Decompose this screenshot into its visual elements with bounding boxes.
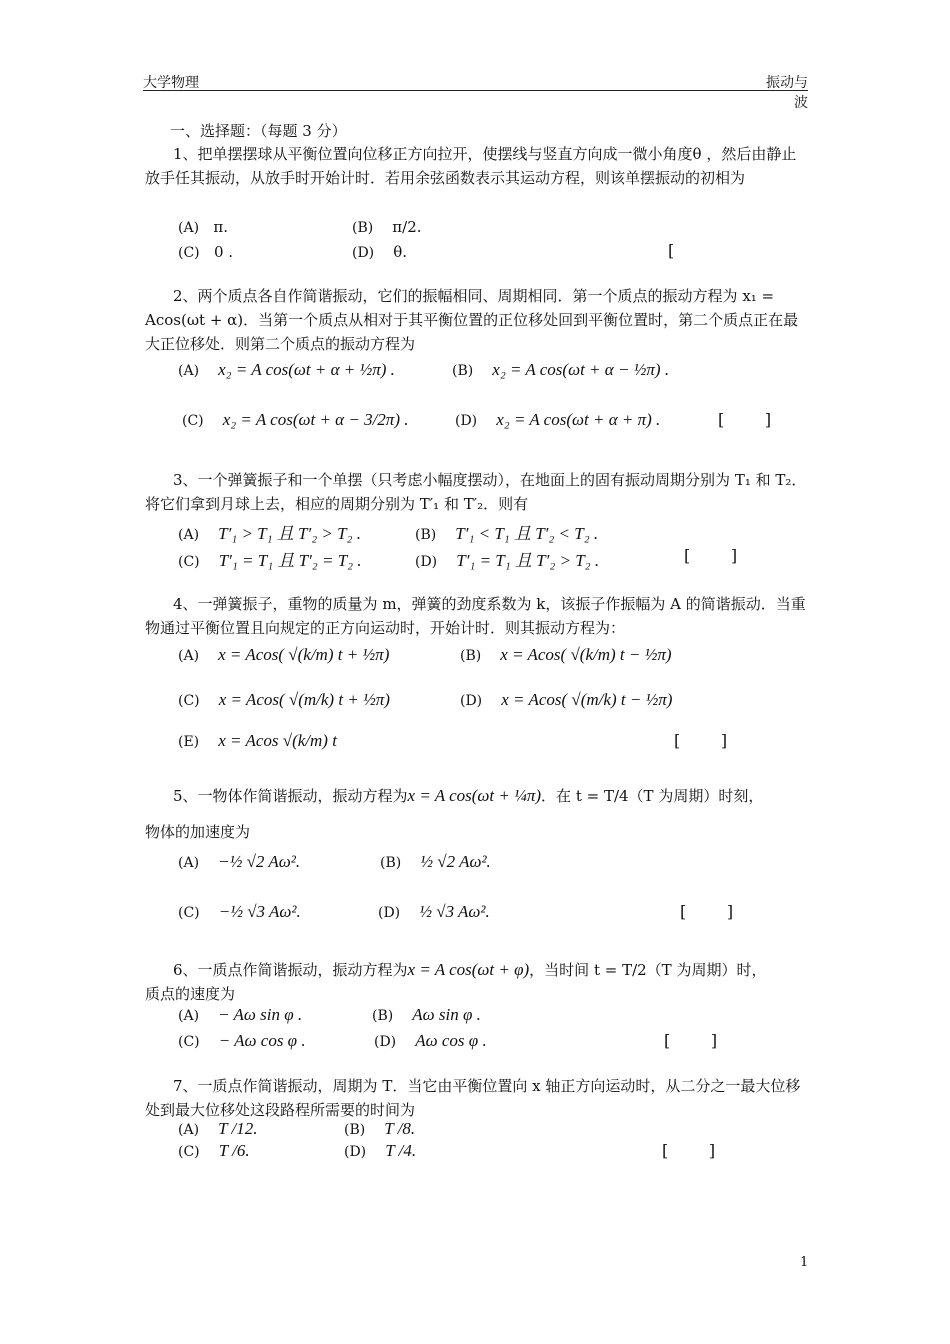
q2-option-a (178, 360, 395, 380)
option-text: T′₁ < T₁ 且 T′₂ < T₂ . (455, 524, 599, 543)
option-text: Aω sin φ . (412, 1005, 481, 1024)
q5-equation: x = A cos(ωt + ¼π) (407, 786, 542, 805)
option-label: (B) (415, 527, 437, 543)
option-text: x₂ = A cos(ωt + α − 3/2π) . (222, 410, 409, 429)
option-text: x = Acos( √(k/m) t − ½π) (500, 645, 672, 664)
option-text: x₂ = A cos(ωt + α + π) . (496, 410, 661, 429)
q5-text-before: 5、一物体作简谐振动，振动方程为 (173, 787, 408, 805)
q6-equation: x = A cos(ωt + φ) (407, 960, 530, 979)
option-label: (B) (380, 855, 402, 871)
q6-option-c (178, 1031, 306, 1051)
question-7-text: 7、一质点作简谐振动，周期为 T．当它由平衡位置向 x 轴正方向运动时，从二分之一最大位移处到最大位移处这段路程所需要的时间为 (145, 1077, 801, 1119)
option-label: (A) (178, 1122, 200, 1138)
option-text: T /12. (218, 1119, 258, 1138)
q5-answer-bracket[interactable]: [ ] (680, 902, 734, 921)
q6-text-after: ，当时间 t = T/2（T 为周期）时， (529, 961, 767, 979)
option-text: π. (213, 218, 228, 236)
q1-option-c (178, 243, 233, 261)
q3-option-b (415, 519, 598, 544)
option-label: (C) (178, 1144, 200, 1160)
option-text: x = Acos( √(m/k) t + ½π) (218, 690, 390, 709)
q2-option-c (182, 410, 408, 430)
option-label: (C) (178, 905, 200, 921)
header-course-title: 大学物理 (143, 75, 199, 91)
option-text: x₂ = A cos(ωt + α − ½π) . (492, 360, 670, 379)
q1-option-b (352, 218, 422, 236)
option-text: − Aω cos φ . (218, 1031, 306, 1050)
option-label: (A) (178, 855, 200, 871)
option-label: (D) (455, 413, 478, 429)
option-label: (D) (378, 905, 401, 921)
q4-answer-bracket[interactable]: [ ] (674, 731, 728, 750)
option-label: (D) (344, 1144, 367, 1160)
q6-option-a (178, 1005, 302, 1025)
q3-option-a (178, 519, 361, 544)
q4-option-d (460, 690, 672, 710)
option-text: T′₁ = T₁ 且 T′₂ = T₂ . (218, 551, 362, 570)
q2-option-d (455, 410, 660, 430)
option-text: x = Acos( √(k/m) t + ½π) (218, 645, 390, 664)
q5-option-a (178, 852, 300, 872)
q4-option-b (460, 645, 672, 665)
option-text: − Aω sin φ . (218, 1005, 303, 1024)
option-label: (B) (452, 363, 474, 379)
q5-option-d (378, 902, 490, 922)
option-text: θ. (393, 243, 408, 261)
q1-answer-bracket[interactable]: [ (668, 241, 675, 260)
option-label: (C) (178, 554, 200, 570)
option-label: (B) (352, 220, 374, 236)
option-text: π/2. (392, 218, 422, 236)
question-4-text: 4、一弹簧振子，重物的质量为 m，弹簧的劲度系数为 k，该振子作振幅为 A 的简谐振动．当重物通过平衡位置且向规定的正方向运动时，开始计时．则其振动方程为： (145, 595, 806, 637)
question-1-text: 1、把单摆摆球从平衡位置向位移正方向拉开，使摆线与竖直方向成一微小角度θ ，然后由静止放手任其振动，从放手时开始计时．若用余弦函数表示其运动方程，则该单摆振动的初相为 (145, 145, 797, 187)
option-label: (B) (372, 1008, 394, 1024)
option-label: (E) (178, 734, 200, 750)
q5-option-c (178, 902, 301, 922)
q4-option-c (178, 690, 390, 710)
option-text: −½ √2 Aω². (218, 852, 301, 871)
option-text: ½ √2 Aω². (420, 852, 491, 871)
option-text: T /8. (384, 1119, 416, 1138)
page-number: 1 (800, 1255, 809, 1270)
option-text: ½ √3 Aω². (419, 902, 490, 921)
question-6-text (145, 958, 810, 982)
option-label: (C) (178, 693, 200, 709)
option-text: x = Acos( √(m/k) t − ½π) (501, 690, 673, 709)
q1-option-a (178, 218, 228, 236)
option-label: (D) (374, 1034, 397, 1050)
question-5-text (145, 784, 810, 808)
q6-option-b (372, 1005, 481, 1025)
option-label: (B) (344, 1122, 366, 1138)
question-3-text: 3、一个弹簧振子和一个单摆（只考虑小幅度摆动），在地面上的固有振动周期分别为 T₁ 和 T₂．将它们拿到月球上去，相应的周期分别为 T′₁ 和 T′₂．则有 (145, 471, 807, 513)
question-5-text-line2: 物体的加速度为 (145, 823, 251, 841)
option-text: 0 . (213, 243, 234, 261)
option-label: (A) (178, 527, 200, 543)
option-label: (C) (178, 1034, 200, 1050)
header-chapter-title: 振动与波 (766, 75, 808, 111)
q7-option-c (178, 1141, 250, 1161)
q6-answer-bracket[interactable]: [ ] (664, 1031, 718, 1050)
option-text: T′₁ = T₁ 且 T′₂ > T₂ . (456, 551, 600, 570)
option-label: (B) (460, 648, 482, 664)
q7-option-a (178, 1119, 258, 1139)
option-label: (A) (178, 220, 200, 236)
option-label: (D) (460, 693, 483, 709)
option-label: (C) (182, 413, 204, 429)
option-label: (D) (352, 245, 375, 261)
header-divider (143, 90, 808, 91)
option-label: (A) (178, 1008, 200, 1024)
q6-text-before: 6、一质点作简谐振动，振动方程为 (173, 961, 408, 979)
option-text: x = Acos √(k/m) t (218, 731, 337, 750)
q3-option-c (178, 546, 362, 571)
q1-option-d (352, 243, 407, 261)
question-6-text-line2: 质点的速度为 (145, 985, 236, 1003)
q7-option-b (344, 1119, 415, 1139)
q3-answer-bracket[interactable]: [ ] (684, 546, 738, 565)
option-text: T /6. (218, 1141, 250, 1160)
q7-answer-bracket[interactable]: [ ] (662, 1141, 716, 1160)
option-text: T′₁ > T₁ 且 T′₂ > T₂ . (218, 524, 361, 543)
option-label: (A) (178, 648, 200, 664)
q3-option-d (415, 546, 599, 571)
option-text: T /4. (385, 1141, 417, 1160)
option-text: Aω cos φ . (415, 1031, 487, 1050)
q7-option-d (344, 1141, 416, 1161)
option-label: (C) (178, 245, 200, 261)
option-label: (A) (178, 363, 200, 379)
q2-answer-bracket[interactable]: [ ] (718, 410, 772, 429)
option-label: (D) (415, 554, 438, 570)
question-2-text: 2、两个质点各自作简谐振动，它们的振幅相同、周期相同．第一个质点的振动方程为 x₁ = Acos(ωt + α)．当第一个质点从相对于其平衡位置的正位移处回到平衡位置时，第二个质点正在最大正位移处．则第二个质点的振动方程为 (145, 287, 799, 353)
q4-option-a (178, 645, 389, 665)
q6-option-d (374, 1031, 487, 1051)
option-text: x₂ = A cos(ωt + α + ½π) . (218, 360, 395, 379)
q4-option-e (178, 731, 337, 751)
q5-text-after: ．在 t = T/4（T 为周期）时刻， (541, 787, 764, 805)
option-text: −½ √3 Aω². (218, 902, 301, 921)
q5-option-b (380, 852, 491, 872)
q2-option-b (452, 360, 669, 380)
section-title: 一、选择题：（每题 3 分） (170, 122, 347, 140)
